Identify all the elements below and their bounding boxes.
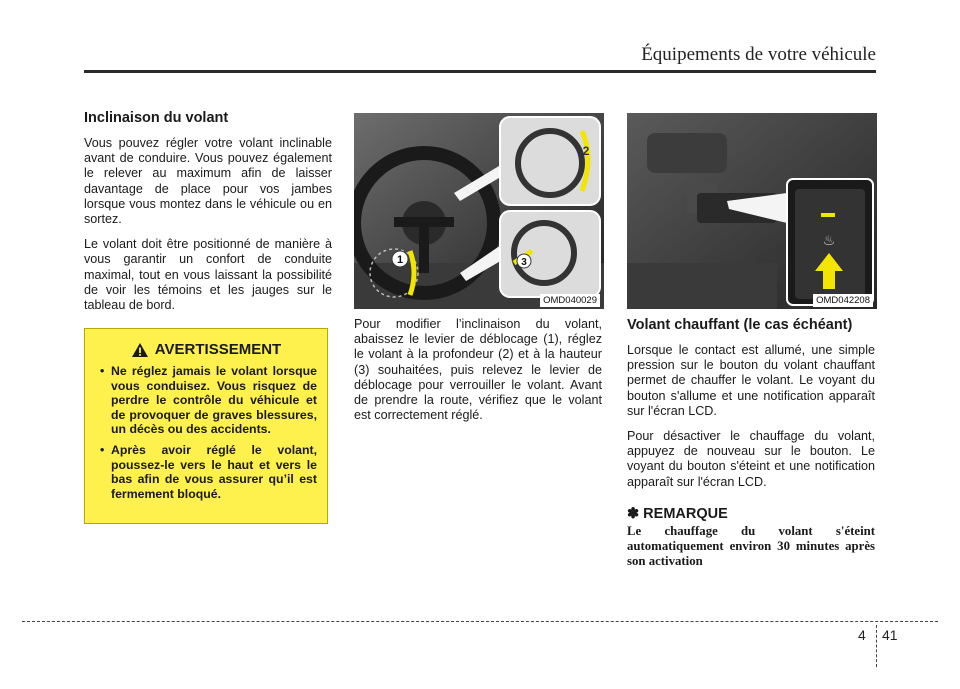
- paragraph-heated-off: Pour désactiver le chauffage du volant, appuyez de nouveau sur le bouton. Le voyant du bouton s'éteint et une notification apparaît sur l'écran LCD.: [627, 429, 875, 489]
- warning-item: • Après avoir réglé le volant, poussez-le vers le haut et vers le bas afin de vous assurer qu’il est fermement bloqué.: [95, 443, 317, 501]
- callout-2: 2: [582, 144, 590, 158]
- svg-text:♨: ♨: [822, 233, 836, 249]
- warning-item: • Ne réglez jamais le volant lorsque vous conduisez. Vous risquez de perdre le contrôle du véhicule et de provoquer de graves blessures, un décès ou des accidents.: [95, 364, 317, 437]
- heated-wheel-photo: [627, 113, 877, 309]
- warning-box: [84, 328, 328, 524]
- paragraph-tilt-position: Le volant doit être positionné de manière à vous garantir un confort de conduite maximal, tout en vous laissant la possibilité de voir les témoins et les jauges sur le tableau de bord.: [84, 237, 332, 313]
- warning-title: [95, 341, 317, 358]
- column-right: [627, 113, 875, 569]
- photo-code: OMD040029: [540, 294, 600, 307]
- heated-wheel-button-illustration: [627, 113, 877, 309]
- header-rule: [84, 70, 876, 73]
- photo-code: OMD042208: [813, 294, 873, 307]
- steering-adjust-photo: [354, 113, 604, 309]
- section-heading-tilt: Inclinaison du volant: [84, 110, 229, 126]
- page-number: 41: [882, 627, 898, 643]
- callout-1: 1: [396, 254, 404, 266]
- warning-title-text: AVERTISSEMENT: [154, 341, 282, 358]
- paragraph-tilt-procedure: Pour modifier l’inclinaison du volant, abaissez le levier de déblocage (1), réglez le volant à la profondeur (2) et à la hauteur (3) souhaitées, puis relevez le levier de déblocage pour verrouiller le volant. Avant de prendre la route, vérifiez que le volant est correctement réglé.: [354, 317, 602, 423]
- page-number-divider: [876, 625, 877, 667]
- steering-wheel-illustration: [354, 113, 604, 309]
- paragraph-tilt-intro: Vous pouvez régler votre volant inclinable avant de conduire. Vous pouvez également le relever au maximum afin de laisser davantage de place pour vos jambes lorsque vous montez dans le véhicule ou en sortez.: [84, 136, 332, 227]
- section-heading-heated-wheel: Volant chauffant (le cas échéant): [627, 317, 853, 333]
- footer-rule: [22, 621, 938, 622]
- page-header-title: Équipements de votre véhicule: [641, 44, 876, 65]
- chapter-number: 4: [858, 627, 866, 643]
- callout-3: 3: [521, 257, 527, 268]
- note-body: Le chauffage du volant s'éteint automatiquement environ 30 minutes après son activation: [627, 523, 875, 568]
- warning-triangle-icon: [131, 342, 149, 358]
- note-title: ✽ REMARQUE: [627, 505, 728, 522]
- warning-list: [95, 364, 317, 501]
- column-left: [84, 110, 332, 323]
- paragraph-heated-on: Lorsque le contact est allumé, une simple pression sur le bouton du volant chauffant permet de chauffer le volant. Le voyant du bouton s'allume et une notification apparaît sur l'écran LCD.: [627, 343, 875, 418]
- column-middle: [354, 113, 602, 433]
